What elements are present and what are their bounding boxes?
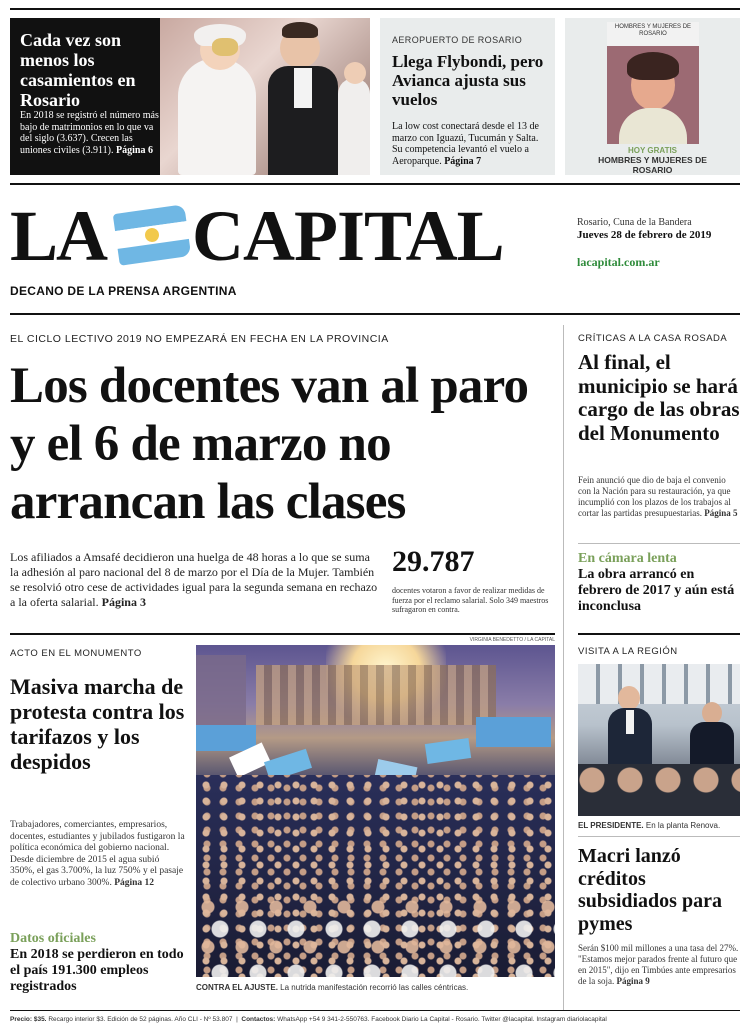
march-photo-credit: VIRGINIA BENEDETTO / LA CAPITAL <box>469 637 555 643</box>
magazine-teaser[interactable] <box>565 18 740 175</box>
visit-caption <box>578 821 740 830</box>
weddings-body <box>20 110 160 156</box>
side-top-sub-kicker: En cámara lenta <box>578 551 677 566</box>
weddings-title: Cada vez son menos los casamientos en Rosario <box>20 30 136 110</box>
march-body <box>10 820 186 889</box>
logo-capital[interactable]: CAPITAL <box>192 196 504 276</box>
masthead-date: Jueves 28 de febrero de 2019 <box>577 229 712 241</box>
protest-photo[interactable] <box>196 645 555 977</box>
march-caption-text: La nutrida manifestación recorrió las calles céntricas. <box>280 983 469 992</box>
weddings-photo <box>160 18 370 175</box>
side-top-headline[interactable]: Al final, el municipio se hará cargo de las obras del Monumento <box>578 350 740 445</box>
footer-contacts-label: Contactos: <box>241 1016 276 1023</box>
visit-page: Página 9 <box>616 976 650 986</box>
macri-photo[interactable] <box>578 664 740 816</box>
footer: Precio: $35. Recargo interior $3. Edición de 52 páginas. Año CLI - Nº 53.807 | Contactos: WhatsApp +54 9 341-2-550763. Facebook Diario La Capital - Rosario. Twitter @lacapital. Instagram diariolacapital <box>10 1016 607 1023</box>
visit-caption-lead: EL PRESIDENTE. <box>578 821 644 830</box>
magazine-caption: HOMBRES Y MUJERES DE ROSARIO <box>598 155 707 175</box>
weddings-page: Página 6 <box>116 144 153 156</box>
flybondi-body <box>392 121 550 167</box>
march-headline[interactable]: Masiva marcha de protesta contra los tarifazos y los despidos <box>10 674 185 774</box>
weddings-teaser[interactable] <box>10 18 370 175</box>
lead-page: Página 3 <box>101 595 146 609</box>
masthead-city: Rosario, Cuna de la Bandera <box>577 217 692 228</box>
lead-body <box>10 550 380 610</box>
flybondi-title: Llega Flybondi, pero Avianca ajusta sus vuelos <box>392 52 544 109</box>
march-caption <box>196 983 555 992</box>
logo-la[interactable]: LA <box>10 196 107 276</box>
visit-kicker: VISITA A LA REGIÓN <box>578 646 678 657</box>
side-top-kicker: CRÍTICAS A LA CASA ROSADA <box>578 333 728 344</box>
side-top-page: Página 5 <box>704 508 738 518</box>
weddings-body-text: En 2018 se registró el número más bajo de matrimonios en lo que va del siglo (3.637). Crecen las uniones civiles (3.911). <box>20 110 159 156</box>
lead-headline[interactable]: Los docentes van al paro y el 6 de marzo no arrancan las clases <box>10 358 529 530</box>
magazine-badge: HOY GRATIS <box>627 146 678 155</box>
flybondi-body-text: La low cost conectará desde el 13 de marzo con Iguazú, Tucumán y Salta. Su competencia levantó el vuelo a Aeroparque. <box>392 121 539 167</box>
argentina-flag-icon <box>113 204 192 266</box>
march-sub-kicker: Datos oficiales <box>10 931 96 946</box>
side-top-sub-headline[interactable]: La obra arrancó en febrero de 2017 y aún está inconclusa <box>578 567 735 614</box>
visit-headline[interactable]: Macri lanzó créditos subsidiados para pymes <box>578 845 722 935</box>
lead-stat-text: docentes votaron a favor de realizar medidas de fuerza por el reclamo salarial. Solo 349 maestros sufragaron en contra. <box>392 586 549 614</box>
footer-price: Precio: $35. <box>10 1016 47 1023</box>
march-sub-headline[interactable]: En 2018 se perdieron en todo el país 191.300 empleos registrados <box>10 947 184 994</box>
flybondi-teaser[interactable] <box>380 18 555 175</box>
flybondi-page: Página 7 <box>444 155 482 167</box>
masthead-url[interactable]: lacapital.com.ar <box>577 255 660 269</box>
side-top-body-text: Fein anunció que dio de baja el convenio con la Nación para su restauración, ya que incumplió con los plazos de los trabajos al cortar las partidas presupuestarias. <box>578 475 731 518</box>
masthead <box>10 195 740 305</box>
visit-caption-text: En la planta Renova. <box>645 821 721 830</box>
march-page: Página 12 <box>114 877 155 888</box>
lead-body-text: Los afiliados a Amsafé decidieron una huelga de 48 horas a lo que se suma la adhesión al paro nacional del 8 de marzo por el Día de la Mujer. También se resolvió otro cese de actividades igual para la segunda semana en rechazo a la oferta salarial. <box>10 550 378 609</box>
magazine-cover-title: HOMBRES Y MUJERES DE ROSARIO <box>614 24 692 37</box>
lead-stat-value: 29.787 <box>392 545 475 578</box>
march-kicker: ACTO EN EL MONUMENTO <box>10 648 142 659</box>
footer-contacts: WhatsApp +54 9 341-2-550763. Facebook Diario La Capital - Rosario. Twitter @lacapital. Instagram diariolacapital <box>277 1016 607 1023</box>
footer-details: Recargo interior $3. Edición de 52 páginas. Año CLI - Nº 53.807 <box>48 1016 233 1023</box>
march-caption-lead: CONTRA EL AJUSTE. <box>196 983 278 992</box>
side-top-body <box>578 475 738 519</box>
masthead-tagline: DECANO DE LA PRENSA ARGENTINA <box>10 284 237 298</box>
lead-kicker: EL CICLO LECTIVO 2019 NO EMPEZARÁ EN FECHA EN LA PROVINCIA <box>10 333 389 345</box>
visit-body-text: Serán $100 mil millones a una tasa del 27%. "Estamos mejor parados frente al futuro que en 2015", dijo en Timbúes ante empresarios de la soja. <box>578 943 739 986</box>
flybondi-kicker: AEROPUERTO DE ROSARIO <box>392 35 523 45</box>
magazine-cover <box>607 22 699 144</box>
march-body-text: Trabajadores, comerciantes, empresarios, docentes, estudiantes y jubilados fustigaron la política económica del gobierno nacional. Desde diciembre de 2015 el agua subió 350%, el gas 3.700%, la luz 750% y el pasaje de colectivo urbano 300%. <box>10 820 185 888</box>
visit-body <box>578 943 740 987</box>
